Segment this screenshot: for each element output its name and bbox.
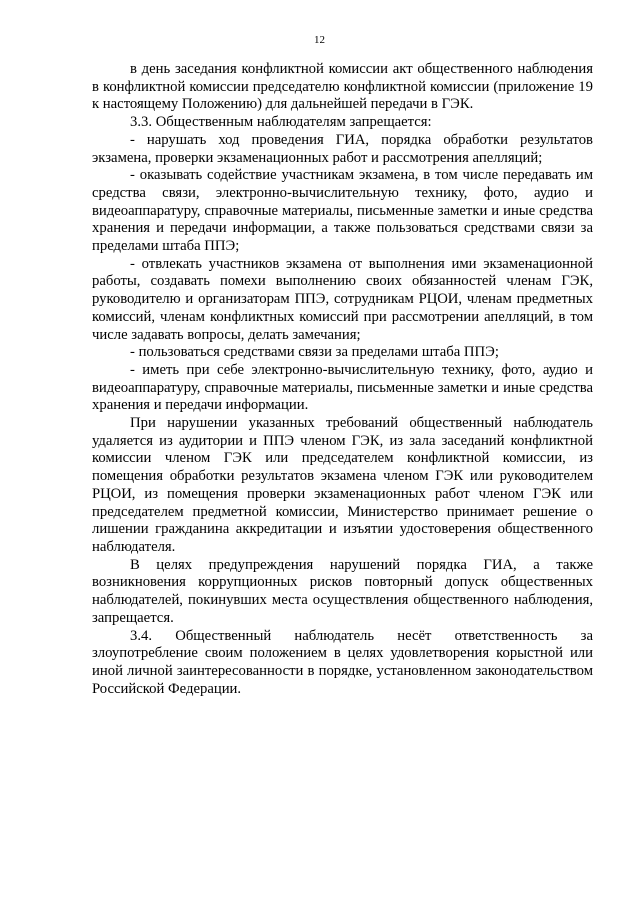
paragraph-violation-removal: При нарушении указанных требований общественный наблюдатель удаляется из аудитории и ППЭ членом ГЭК, из зала заседаний конфликтной комиссии членом ГЭК или председателем конфликтной комиссии, из помещения обработки результатов экзамена членом ГЭК или руководителем РЦОИ, из помещения проверки экзаменационных работ членом ГЭК или председателем предметной комиссии, Министерство принимает решение о лишении гражданина аккредитации и изъятии удостоверения общественного наблюдателя.	[92, 415, 593, 555]
paragraph-readmission-ban: В целях предупреждения нарушений порядка ГИА, а также возникновения коррупционных рисков повторный допуск общественных наблюдателей, покинувших места осуществления общественного наблюдения, запрещается.	[92, 556, 593, 626]
document-body	[92, 61, 593, 698]
paragraph-observation-act: в день заседания конфликтной комиссии акт общественного наблюдения в конфликтной комиссии председателю конфликтной комиссии (приложение 19 к настоящему Положению) для дальнейшей передачи в ГЭК.	[92, 61, 593, 113]
paragraph-prohibition-disrupt: - нарушать ход проведения ГИА, порядка обработки результатов экзамена, проверки экзаменационных работ и рассмотрения апелляций;	[92, 131, 593, 166]
paragraph-prohibition-devices: - иметь при себе электронно-вычислительную технику, фото, аудио и видеоаппаратуру, справочные материалы, письменные заметки и иные средства хранения и передачи информации.	[92, 361, 593, 414]
paragraph-prohibition-distract: - отвлекать участников экзамена от выполнения ими экзаменационной работы, создавать помехи выполнению своих обязанностей членам ГЭК, руководителю и организаторам ППЭ, сотрудникам РЦОИ, членам предметных комиссий, членам конфликтных комиссий при рассмотрении апелляций, в том числе задавать вопросы, делать замечания;	[92, 255, 593, 343]
paragraph-section-3-3-heading: 3.3. Общественным наблюдателям запрещается:	[130, 114, 432, 131]
paragraph-prohibition-assist: - оказывать содействие участникам экзамена, в том числе передавать им средства связи, электронно-вычислительную технику, фото, аудио и видеоаппаратуру, справочные материалы, письменные заметки и иные средства хранения и передачи информации, а также пользоваться средствами связи за пределами штаба ППЭ;	[92, 167, 593, 255]
paragraph-prohibition-communication: - пользоваться средствами связи за пределами штаба ППЭ;	[130, 344, 499, 361]
page-number: 12	[314, 34, 325, 46]
paragraph-section-3-4-liability: 3.4. Общественный наблюдатель несёт ответственность за злоупотребление своим положением в целях удовлетворения корыстной или иной личной заинтересованности в порядке, установленном законодательством Российской Федерации.	[92, 627, 593, 697]
